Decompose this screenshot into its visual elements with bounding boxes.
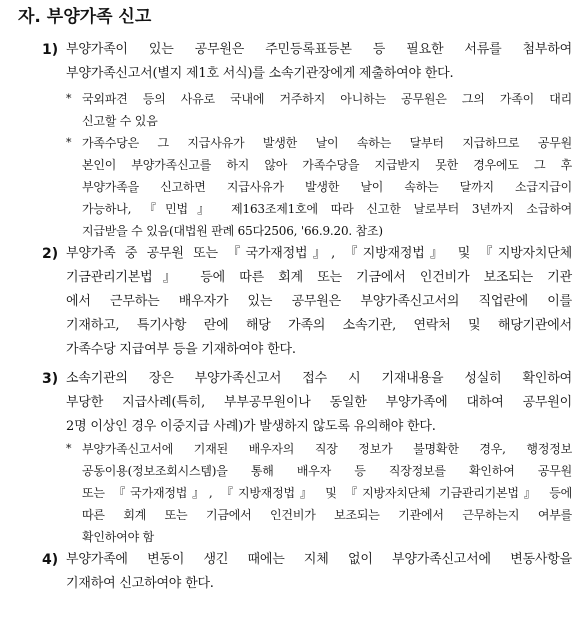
text-line: 2명 이상인 경우 이중지급 사례)가 발생하지 않도록 유의해야 한다. (66, 419, 436, 434)
text-line: 본인이 부양가족신고를 하지 않아 가족수당을 지급받지 못한 경우에도 그 후 (82, 158, 572, 172)
text-line: 신고할 수 있음 (82, 114, 158, 128)
text-line: 부양가족을 신고하면 지급사유가 발생한 날이 속하는 달까지 소급지급이 (82, 180, 572, 194)
text-line: 부양가족이 있는 공무원은 주민등록표등본 등 필요한 서류를 첨부하여 (66, 42, 572, 57)
item-number: 2) (42, 246, 59, 262)
text-line: 부양가족신고서에 기재된 배우자의 직장 정보가 불명확한 경우, 행정정보 (82, 442, 572, 456)
note-text (82, 88, 572, 132)
text-line: 에서 근무하는 배우자가 있는 공무원은 부양가족신고서의 직업란에 이를 (66, 294, 572, 309)
text-line: 가족수당 지급여부 등을 기재하여야 한다. (66, 342, 296, 357)
note-text (82, 438, 572, 548)
text-line: 공동이용(정보조회시스템)을 통해 배우자 등 직장정보를 확인하여 공무원 (82, 464, 572, 478)
item-number: 1) (42, 42, 59, 58)
text-line: 가족수당은 그 지급사유가 발생한 날이 속하는 달부터 지급하므로 공무원 (82, 136, 572, 150)
item-paragraph (66, 38, 572, 86)
note-text (82, 132, 572, 242)
text-line: 부당한 지급사례(특히, 부부공무원이나 동일한 부양가족에 대하여 공무원이 (66, 395, 572, 410)
asterisk-icon: * (66, 136, 72, 149)
item-paragraph (66, 548, 572, 596)
item-number: 4) (42, 552, 59, 568)
text-line: 소속기관의 장은 부양가족신고서 접수 시 기재내용을 성실히 확인하여 (66, 371, 572, 386)
text-line: 또는 『국가재정법』, 『지방재정법』 및 『지방자치단체 기금관리기본법』 등에 (82, 486, 572, 500)
text-line: 부양가족 중 공무원 또는 『국가재정법』, 『지방재정법』 및 『지방자치단체 (66, 246, 572, 261)
text-line: 지급받을 수 있음(대법원 판례 65다2506, '66.9.20. 참조) (82, 224, 383, 238)
text-line: 따른 회계 또는 기금에서 인건비가 보조되는 기관에서 근무하는지 여부를 (82, 508, 572, 522)
item-paragraph (66, 367, 572, 439)
text-line: 확인하여야 함 (82, 530, 154, 544)
section-heading: 자. 부양가족 신고 (18, 7, 152, 27)
text-line: 기재하고, 특기사항 란에 해당 가족의 소속기관, 연락처 및 해당기관에서 (66, 318, 572, 333)
item-number: 3) (42, 371, 59, 387)
asterisk-icon: * (66, 92, 72, 105)
text-line: 부양가족신고서(별지 제1호 서식)를 소속기관장에게 제출하여야 한다. (66, 66, 454, 81)
text-line: 기금관리기본법』 등에 따른 회계 또는 기금에서 인건비가 보조되는 기관 (66, 270, 572, 285)
item-paragraph (66, 242, 572, 362)
text-line: 부양가족에 변동이 생긴 때에는 지체 없이 부양가족신고서에 변동사항을 (66, 552, 572, 567)
text-line: 국외파견 등의 사유로 국내에 거주하지 아니하는 공무원은 그의 가족이 대리 (82, 92, 572, 106)
text-line: 가능하나, 『민법』 제163조제1호에 따라 신고한 날로부터 3년까지 소급하여 (82, 202, 572, 216)
text-line: 기재하여 신고하여야 한다. (66, 576, 214, 591)
asterisk-icon: * (66, 442, 72, 455)
